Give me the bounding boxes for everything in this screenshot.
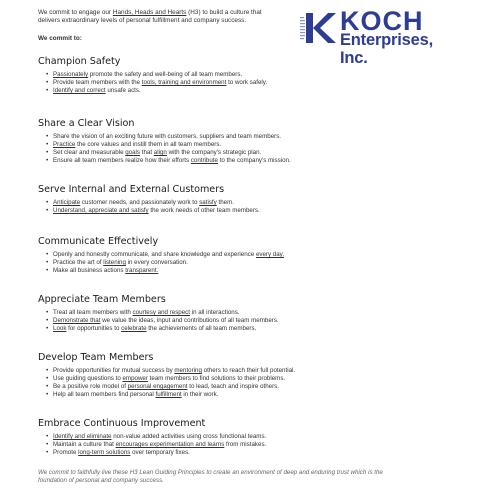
underlined-phrase: Passionately xyxy=(53,71,89,78)
underlined-phrase: listening xyxy=(103,259,126,267)
underlined-phrase: long-term solutions xyxy=(78,449,131,457)
text-fragment: Share the vision of an exciting future with customers, suppliers and team members. xyxy=(53,133,282,140)
underlined-phrase: fulfillment xyxy=(155,391,182,399)
text-fragment: that xyxy=(140,149,154,157)
text-fragment: Provide team members with the xyxy=(53,79,142,87)
underlined-phrase: align xyxy=(153,149,167,157)
section-heading: Develop Team Members xyxy=(38,352,154,363)
underlined-phrase: encourages experimentation and learns xyxy=(115,441,225,449)
text-fragment: the core values and instill them in all team members. xyxy=(75,141,222,149)
text-fragment: Ensure all team members realize how their efforts xyxy=(53,157,191,165)
bullet-item xyxy=(53,149,478,157)
underlined-phrase: Practice xyxy=(53,141,76,149)
text-fragment: Be a positive role model of xyxy=(53,383,128,391)
bullet-list xyxy=(38,367,478,399)
text-fragment: the work needs of other team members. xyxy=(148,207,260,215)
principle-section xyxy=(38,236,478,275)
bullet-list xyxy=(38,309,478,333)
text-fragment: Provide opportunities for mutual success by xyxy=(53,367,175,374)
principle-section xyxy=(38,418,478,457)
intro-paragraph xyxy=(38,9,288,26)
text-fragment: promote the safety and well-being of all team members. xyxy=(88,71,243,78)
bullet-list xyxy=(38,433,478,457)
text-fragment: the achievements of all team members. xyxy=(146,325,257,333)
company-logo xyxy=(300,6,460,67)
text-fragment: Openly and honestly communicate, and share knowledge and experience xyxy=(53,251,256,258)
text-fragment: in every conversation. xyxy=(125,259,188,267)
underlined-phrase: mentoring xyxy=(174,367,202,374)
underlined-phrase: Demonstrate that xyxy=(53,317,101,325)
commit-label: We commit to: xyxy=(38,35,82,42)
logo-title: KOCH xyxy=(340,6,424,36)
bullet-item xyxy=(53,251,478,259)
intro-text-pre: We commit to engage our xyxy=(38,9,113,16)
text-fragment: non-value added activities using cross functional teams. xyxy=(111,433,267,440)
bullet-item xyxy=(53,133,478,141)
text-fragment: others to reach their full potential. xyxy=(201,367,296,374)
section-heading: Appreciate Team Members xyxy=(38,294,166,305)
closing-statement xyxy=(38,469,468,485)
section-heading: Embrace Continuous Improvement xyxy=(38,418,206,429)
bullet-list xyxy=(38,71,478,95)
text-fragment: to lead, teach and inspire others. xyxy=(187,383,279,391)
bullet-item xyxy=(53,441,478,449)
text-fragment: with the company's strategic plan. xyxy=(166,149,262,157)
bullet-item xyxy=(53,383,478,391)
text-fragment: in all interactions. xyxy=(189,309,240,316)
underlined-phrase: Identify and eliminate xyxy=(53,433,112,440)
underlined-phrase: contribute xyxy=(190,157,218,165)
text-fragment: we value the ideas, input and contributions of all team members. xyxy=(100,317,279,325)
underlined-phrase: Look xyxy=(53,325,67,333)
bullet-item xyxy=(53,317,478,325)
bullet-list xyxy=(38,251,478,275)
text-fragment: to work safely. xyxy=(226,79,268,87)
text-fragment: team members to find solutions to their problems. xyxy=(147,375,286,383)
bullet-item xyxy=(53,267,478,275)
koch-logo-mark xyxy=(300,9,336,47)
bullet-list xyxy=(38,199,478,215)
text-fragment: Set clear and measurable xyxy=(53,149,126,157)
logo-subtitle: Enterprises, Inc. xyxy=(340,31,433,67)
intro-text-post: (H3) to build a culture that xyxy=(186,9,262,16)
section-heading: Serve Internal and External Customers xyxy=(38,184,225,195)
text-fragment: from mistakes. xyxy=(224,441,267,449)
text-fragment: Treat all team members with xyxy=(53,309,133,316)
closing-line-2: foundation of personal and company success. xyxy=(38,477,164,485)
text-fragment: to the company's mission. xyxy=(217,157,291,165)
bullet-list xyxy=(38,133,478,165)
text-fragment: Use guiding questions to xyxy=(53,375,123,383)
section-heading: Champion Safety xyxy=(38,56,121,67)
underlined-phrase: courtesy and respect xyxy=(132,309,190,316)
bullet-item xyxy=(53,87,478,95)
principle-section xyxy=(38,294,478,333)
bullet-item xyxy=(53,259,478,267)
bullet-item xyxy=(53,207,478,215)
intro-text-line2: delivers extraordinary levels of personal fulfillment and company success. xyxy=(38,17,247,25)
underlined-phrase: personal engagement xyxy=(127,383,188,391)
bullet-item xyxy=(53,325,478,333)
bullet-item xyxy=(53,367,478,375)
bullet-item xyxy=(53,79,478,87)
text-fragment: Practice the art of xyxy=(53,259,104,267)
bullet-item xyxy=(53,71,478,79)
underlined-phrase: Understand, appreciate and satisfy xyxy=(53,207,149,215)
text-fragment: Promote xyxy=(53,449,79,457)
underlined-phrase: empower xyxy=(122,375,148,383)
underlined-phrase: every day. xyxy=(255,251,285,258)
bullet-item xyxy=(53,199,478,207)
bullet-item xyxy=(53,141,478,149)
underlined-phrase: satisfy xyxy=(199,199,217,206)
underlined-phrase: tools, training and environment xyxy=(141,79,227,87)
text-fragment: customer needs, and passionately work to xyxy=(80,199,200,206)
underlined-phrase: celebrate xyxy=(121,325,147,333)
text-fragment: for opportunities to xyxy=(66,325,122,333)
principle-section xyxy=(38,352,478,399)
text-fragment: Help all team members find personal xyxy=(53,391,156,399)
text-fragment: Maintain a culture that xyxy=(53,441,116,449)
bullet-item xyxy=(53,391,478,399)
text-fragment: in their work. xyxy=(181,391,219,399)
text-fragment: unsafe acts. xyxy=(105,87,141,95)
bullet-item xyxy=(53,309,478,317)
intro-link-text: Hands, Heads and Hearts xyxy=(112,9,187,16)
bullet-item xyxy=(53,375,478,383)
section-heading: Share a Clear Vision xyxy=(38,118,135,129)
bullet-item xyxy=(53,157,478,165)
underlined-phrase: transparent. xyxy=(125,267,159,275)
principle-section xyxy=(38,118,478,165)
text-fragment: over temporary fixes. xyxy=(130,449,190,457)
text-fragment: them. xyxy=(216,199,234,206)
underlined-phrase: goals xyxy=(125,149,141,157)
underlined-phrase: Identify and correct xyxy=(53,87,106,95)
closing-line-1: We commit to faithfully live these H3 Lean Guiding Principles to create an environment of deep and enduring trust which is the xyxy=(38,469,383,476)
text-fragment: Make all business actions xyxy=(53,267,126,275)
bullet-item xyxy=(53,433,478,441)
principle-section xyxy=(38,184,478,215)
principle-section xyxy=(38,56,478,95)
underlined-phrase: Anticipate xyxy=(53,199,81,206)
bullet-item xyxy=(53,449,478,457)
section-heading: Communicate Effectively xyxy=(38,236,159,247)
